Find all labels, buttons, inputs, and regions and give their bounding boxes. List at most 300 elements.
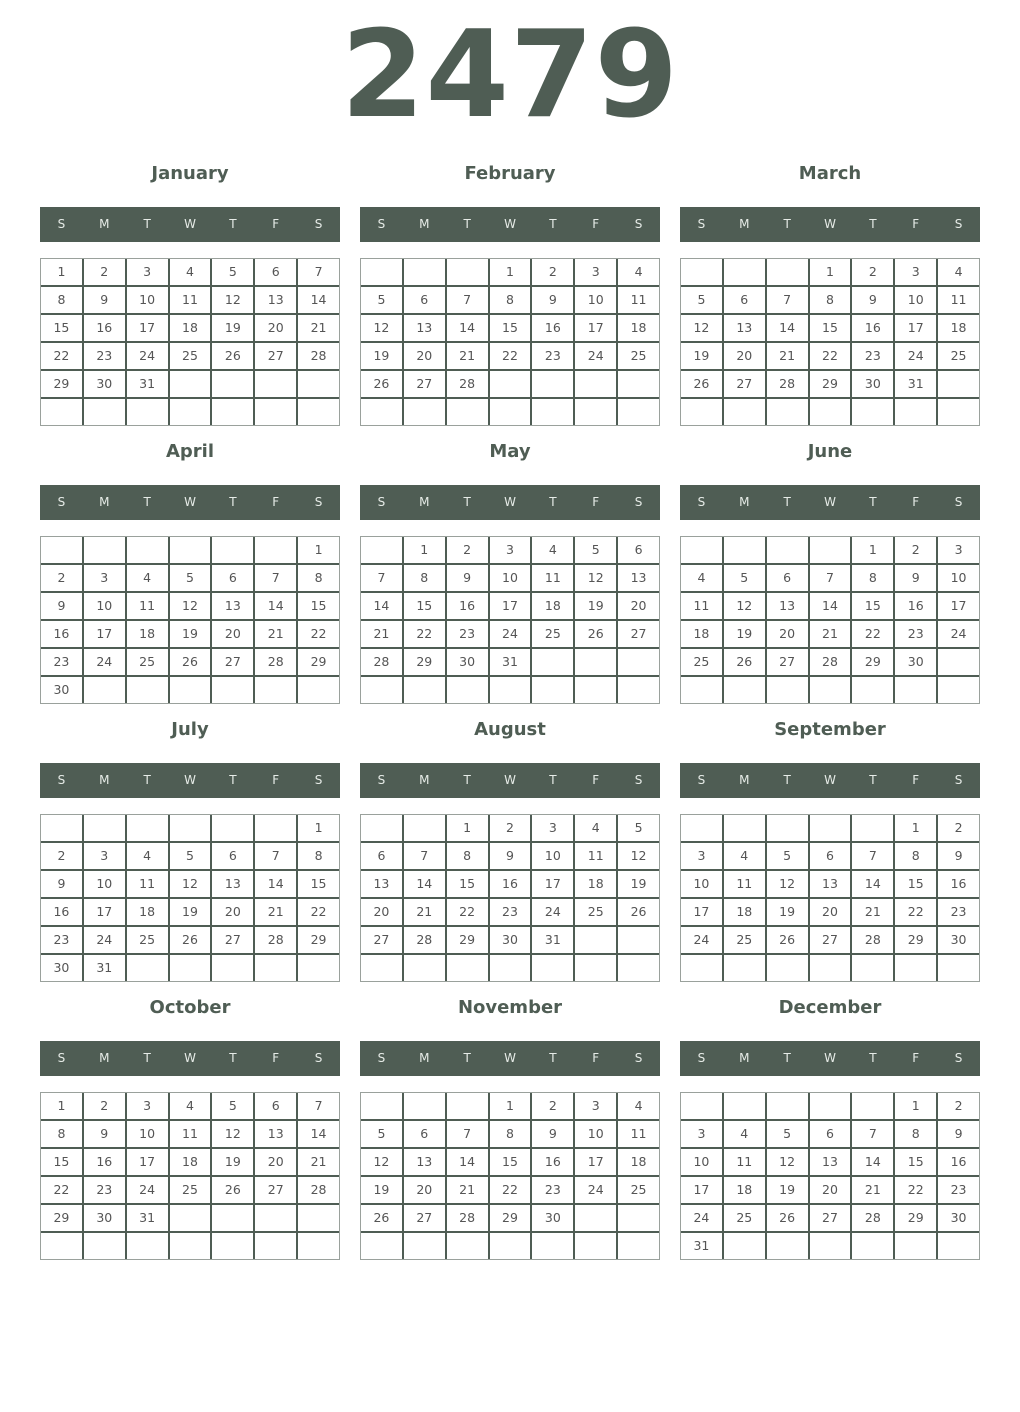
- day-cell: 5: [681, 287, 722, 313]
- day-cell: 6: [810, 843, 851, 869]
- month-title: May: [489, 441, 531, 462]
- weekday-label: F: [912, 773, 920, 787]
- day-cell: 30: [852, 371, 893, 397]
- day-cell: 7: [447, 1121, 488, 1147]
- day-cell: 23: [84, 1177, 125, 1203]
- day-cell: 10: [575, 287, 616, 313]
- day-cell: 25: [724, 1205, 765, 1231]
- weekday-label: S: [377, 1051, 386, 1065]
- day-cell: 3: [575, 1093, 616, 1119]
- day-cell: 9: [532, 287, 573, 313]
- day-cell: 21: [298, 1149, 339, 1175]
- day-cell: [255, 815, 296, 841]
- day-cell: [170, 1233, 211, 1259]
- weekday-header: [360, 207, 660, 242]
- weekday-header: [680, 207, 980, 242]
- day-cell: [767, 1093, 808, 1119]
- weekday-label: T: [143, 217, 151, 231]
- weekday-label: W: [504, 773, 516, 787]
- day-cell: 19: [767, 1177, 808, 1203]
- day-cell: 4: [724, 1121, 765, 1147]
- weekday-label: M: [419, 773, 430, 787]
- day-cell: [618, 1233, 659, 1259]
- day-cell: [618, 371, 659, 397]
- month-title: September: [774, 719, 886, 740]
- day-cell: 22: [447, 899, 488, 925]
- month-title: November: [457, 997, 563, 1018]
- day-cell: 11: [170, 287, 211, 313]
- day-cell: 19: [618, 871, 659, 897]
- day-cell: [212, 1233, 253, 1259]
- day-cell: 8: [490, 1121, 531, 1147]
- day-cell: 3: [938, 537, 979, 563]
- day-cell: 13: [212, 593, 253, 619]
- day-cell: 26: [724, 649, 765, 675]
- weekday-label: S: [634, 495, 643, 509]
- weekday-label: W: [184, 495, 196, 509]
- day-cell: 16: [852, 315, 893, 341]
- day-cell: 22: [490, 343, 531, 369]
- day-grid: [40, 814, 340, 982]
- day-cell: [447, 259, 488, 285]
- day-cell: [938, 677, 979, 703]
- day-cell: 5: [361, 287, 402, 313]
- day-cell: 17: [490, 593, 531, 619]
- day-cell: [404, 955, 445, 981]
- day-cell: [938, 371, 979, 397]
- day-cell: 28: [255, 649, 296, 675]
- day-cell: [532, 1233, 573, 1259]
- day-cell: [895, 1233, 936, 1259]
- day-cell: 27: [404, 371, 445, 397]
- day-cell: [767, 537, 808, 563]
- weekday-label: S: [697, 217, 706, 231]
- day-cell: [447, 1093, 488, 1119]
- day-cell: 4: [127, 565, 168, 591]
- day-cell: 25: [618, 1177, 659, 1203]
- day-cell: [490, 371, 531, 397]
- day-cell: [170, 537, 211, 563]
- day-cell: [618, 927, 659, 953]
- day-cell: [447, 677, 488, 703]
- day-cell: 15: [490, 315, 531, 341]
- day-cell: 17: [938, 593, 979, 619]
- weekday-label: T: [549, 1051, 557, 1065]
- month-october: [40, 984, 340, 1262]
- day-cell: 21: [810, 621, 851, 647]
- day-cell: 30: [84, 371, 125, 397]
- day-cell: 7: [852, 1121, 893, 1147]
- day-cell: 20: [212, 899, 253, 925]
- day-cell: [255, 1233, 296, 1259]
- day-cell: [404, 1233, 445, 1259]
- day-cell: [681, 677, 722, 703]
- day-cell: 29: [404, 649, 445, 675]
- day-cell: 23: [532, 1177, 573, 1203]
- weekday-header: [680, 1041, 980, 1076]
- day-cell: [361, 677, 402, 703]
- day-cell: 12: [170, 871, 211, 897]
- month-december: [680, 984, 980, 1262]
- weekday-label: M: [99, 1051, 110, 1065]
- day-cell: [681, 399, 722, 425]
- weekday-label: F: [912, 1051, 920, 1065]
- weekday-label: T: [229, 773, 237, 787]
- day-cell: 26: [361, 1205, 402, 1231]
- day-cell: 15: [895, 871, 936, 897]
- day-cell: 7: [298, 1093, 339, 1119]
- day-cell: [361, 1093, 402, 1119]
- day-cell: 28: [255, 927, 296, 953]
- day-cell: 20: [724, 343, 765, 369]
- day-cell: 25: [575, 899, 616, 925]
- day-cell: 22: [490, 1177, 531, 1203]
- day-cell: 2: [447, 537, 488, 563]
- day-cell: [681, 1093, 722, 1119]
- day-cell: [724, 815, 765, 841]
- day-cell: 16: [938, 1149, 979, 1175]
- day-cell: 1: [490, 1093, 531, 1119]
- weekday-label: T: [463, 1051, 471, 1065]
- day-cell: 24: [84, 649, 125, 675]
- day-cell: [532, 399, 573, 425]
- day-cell: 29: [895, 1205, 936, 1231]
- weekday-label: T: [783, 1051, 791, 1065]
- day-cell: [532, 371, 573, 397]
- day-grid: [680, 536, 980, 704]
- day-cell: 7: [298, 259, 339, 285]
- day-cell: 7: [852, 843, 893, 869]
- day-cell: 27: [404, 1205, 445, 1231]
- weekday-label: S: [377, 773, 386, 787]
- day-cell: 5: [170, 565, 211, 591]
- day-cell: 8: [298, 843, 339, 869]
- weekday-header: [680, 763, 980, 798]
- day-cell: [404, 399, 445, 425]
- day-cell: [575, 371, 616, 397]
- weekday-label: T: [229, 495, 237, 509]
- day-cell: 10: [84, 593, 125, 619]
- day-cell: 20: [618, 593, 659, 619]
- day-cell: 29: [895, 927, 936, 953]
- day-cell: 9: [852, 287, 893, 313]
- day-cell: 10: [681, 1149, 722, 1175]
- day-cell: 28: [298, 343, 339, 369]
- day-cell: 4: [618, 259, 659, 285]
- day-cell: [298, 399, 339, 425]
- day-cell: 13: [255, 1121, 296, 1147]
- day-cell: 23: [532, 343, 573, 369]
- day-cell: 21: [852, 899, 893, 925]
- day-cell: 11: [618, 287, 659, 313]
- weekday-label: S: [57, 1051, 66, 1065]
- day-cell: [532, 677, 573, 703]
- day-cell: 15: [852, 593, 893, 619]
- month-july: [40, 706, 340, 984]
- month-june: [680, 428, 980, 706]
- day-cell: [532, 649, 573, 675]
- day-cell: 27: [255, 1177, 296, 1203]
- day-cell: [810, 1093, 851, 1119]
- day-cell: 1: [41, 259, 82, 285]
- day-cell: 8: [41, 287, 82, 313]
- day-cell: 30: [447, 649, 488, 675]
- day-cell: 21: [404, 899, 445, 925]
- weekday-label: T: [869, 773, 877, 787]
- day-cell: 30: [895, 649, 936, 675]
- day-cell: [127, 815, 168, 841]
- day-cell: 26: [767, 927, 808, 953]
- day-cell: [361, 815, 402, 841]
- day-cell: [255, 399, 296, 425]
- day-cell: 19: [212, 315, 253, 341]
- weekday-label: S: [954, 495, 963, 509]
- weekday-label: S: [57, 217, 66, 231]
- day-cell: [127, 1233, 168, 1259]
- day-cell: 16: [84, 1149, 125, 1175]
- weekday-label: S: [314, 217, 323, 231]
- day-cell: [490, 1233, 531, 1259]
- day-cell: [767, 1233, 808, 1259]
- day-cell: 8: [810, 287, 851, 313]
- day-cell: [41, 399, 82, 425]
- day-cell: 1: [895, 815, 936, 841]
- day-cell: 5: [767, 1121, 808, 1147]
- day-grid: [360, 536, 660, 704]
- day-cell: 12: [212, 287, 253, 313]
- day-cell: 13: [404, 315, 445, 341]
- weekday-label: M: [99, 217, 110, 231]
- day-cell: 18: [681, 621, 722, 647]
- day-cell: 30: [41, 955, 82, 981]
- day-cell: 18: [127, 899, 168, 925]
- day-cell: 1: [895, 1093, 936, 1119]
- day-cell: 22: [298, 621, 339, 647]
- day-cell: 11: [532, 565, 573, 591]
- day-cell: 29: [298, 927, 339, 953]
- day-cell: 21: [298, 315, 339, 341]
- day-cell: [298, 371, 339, 397]
- day-cell: 11: [127, 871, 168, 897]
- day-cell: 31: [127, 371, 168, 397]
- day-cell: 27: [810, 927, 851, 953]
- day-grid: [360, 1092, 660, 1260]
- day-cell: 28: [298, 1177, 339, 1203]
- day-cell: 12: [767, 1149, 808, 1175]
- day-cell: 19: [170, 899, 211, 925]
- day-cell: 28: [361, 649, 402, 675]
- day-cell: 7: [810, 565, 851, 591]
- day-cell: [298, 955, 339, 981]
- day-cell: [404, 259, 445, 285]
- day-cell: 23: [41, 927, 82, 953]
- day-cell: [41, 537, 82, 563]
- day-cell: 31: [84, 955, 125, 981]
- weekday-label: F: [912, 495, 920, 509]
- day-cell: [938, 955, 979, 981]
- day-cell: 31: [490, 649, 531, 675]
- weekday-label: W: [504, 1051, 516, 1065]
- day-cell: 27: [618, 621, 659, 647]
- day-cell: 2: [84, 1093, 125, 1119]
- day-cell: 26: [618, 899, 659, 925]
- day-cell: [447, 399, 488, 425]
- day-cell: 4: [127, 843, 168, 869]
- day-cell: 23: [938, 899, 979, 925]
- day-cell: 30: [84, 1205, 125, 1231]
- weekday-label: W: [184, 1051, 196, 1065]
- day-cell: 26: [170, 927, 211, 953]
- month-title: March: [798, 163, 862, 184]
- weekday-label: W: [184, 773, 196, 787]
- day-cell: 6: [255, 1093, 296, 1119]
- day-cell: [575, 677, 616, 703]
- day-cell: 5: [767, 843, 808, 869]
- day-cell: 14: [447, 1149, 488, 1175]
- day-cell: 20: [361, 899, 402, 925]
- day-cell: 14: [255, 593, 296, 619]
- day-cell: 23: [84, 343, 125, 369]
- day-cell: 14: [361, 593, 402, 619]
- day-cell: 12: [681, 315, 722, 341]
- weekday-label: M: [739, 495, 750, 509]
- day-cell: 15: [41, 315, 82, 341]
- weekday-label: T: [143, 1051, 151, 1065]
- day-cell: 11: [938, 287, 979, 313]
- day-cell: [938, 1233, 979, 1259]
- day-cell: 8: [895, 1121, 936, 1147]
- day-cell: 16: [41, 621, 82, 647]
- day-cell: 24: [681, 1205, 722, 1231]
- day-cell: 27: [767, 649, 808, 675]
- day-cell: 9: [490, 843, 531, 869]
- day-cell: [170, 815, 211, 841]
- day-cell: [255, 537, 296, 563]
- day-cell: 29: [810, 371, 851, 397]
- day-cell: 23: [852, 343, 893, 369]
- day-cell: 5: [170, 843, 211, 869]
- day-cell: [767, 259, 808, 285]
- day-cell: [852, 1093, 893, 1119]
- day-cell: 4: [681, 565, 722, 591]
- weekday-header: [360, 1041, 660, 1076]
- day-cell: 22: [298, 899, 339, 925]
- day-cell: 3: [127, 259, 168, 285]
- day-cell: 24: [938, 621, 979, 647]
- day-cell: 15: [447, 871, 488, 897]
- weekday-label: F: [272, 773, 280, 787]
- day-cell: [724, 677, 765, 703]
- day-cell: [212, 677, 253, 703]
- day-cell: 2: [490, 815, 531, 841]
- day-cell: 27: [724, 371, 765, 397]
- day-cell: [84, 399, 125, 425]
- weekday-label: M: [419, 217, 430, 231]
- day-cell: 13: [618, 565, 659, 591]
- day-cell: 12: [170, 593, 211, 619]
- day-cell: [170, 399, 211, 425]
- day-cell: 25: [532, 621, 573, 647]
- day-cell: 10: [938, 565, 979, 591]
- day-cell: 10: [532, 843, 573, 869]
- day-cell: 23: [41, 649, 82, 675]
- day-cell: [810, 1233, 851, 1259]
- day-cell: 14: [298, 287, 339, 313]
- day-cell: 15: [895, 1149, 936, 1175]
- day-cell: 23: [447, 621, 488, 647]
- day-cell: [255, 955, 296, 981]
- day-cell: [212, 955, 253, 981]
- day-cell: 7: [404, 843, 445, 869]
- day-cell: 13: [810, 1149, 851, 1175]
- day-cell: 1: [298, 815, 339, 841]
- day-cell: 15: [404, 593, 445, 619]
- day-cell: 17: [895, 315, 936, 341]
- day-cell: 6: [724, 287, 765, 313]
- day-cell: [575, 399, 616, 425]
- day-cell: 22: [41, 1177, 82, 1203]
- day-cell: 16: [84, 315, 125, 341]
- day-cell: 11: [724, 1149, 765, 1175]
- day-cell: [575, 1205, 616, 1231]
- day-cell: 15: [298, 593, 339, 619]
- day-cell: 10: [575, 1121, 616, 1147]
- day-cell: 19: [212, 1149, 253, 1175]
- weekday-header: [40, 207, 340, 242]
- day-cell: 12: [618, 843, 659, 869]
- day-cell: 7: [255, 843, 296, 869]
- day-cell: 25: [127, 649, 168, 675]
- day-cell: 28: [810, 649, 851, 675]
- day-cell: 6: [255, 259, 296, 285]
- day-cell: 5: [212, 1093, 253, 1119]
- weekday-label: T: [783, 773, 791, 787]
- day-cell: 20: [810, 1177, 851, 1203]
- day-cell: 13: [212, 871, 253, 897]
- day-cell: [618, 1205, 659, 1231]
- day-cell: 5: [361, 1121, 402, 1147]
- month-title: April: [165, 441, 215, 462]
- day-cell: 12: [767, 871, 808, 897]
- day-cell: 6: [767, 565, 808, 591]
- day-cell: 4: [170, 259, 211, 285]
- day-cell: 8: [895, 843, 936, 869]
- day-cell: 19: [681, 343, 722, 369]
- month-title: February: [464, 163, 556, 184]
- month-april: [40, 428, 340, 706]
- day-cell: 4: [724, 843, 765, 869]
- year-title: 2479: [341, 6, 679, 145]
- day-cell: 28: [767, 371, 808, 397]
- day-cell: [767, 399, 808, 425]
- day-cell: 20: [810, 899, 851, 925]
- day-cell: 14: [404, 871, 445, 897]
- day-cell: 17: [84, 621, 125, 647]
- weekday-header: [40, 1041, 340, 1076]
- day-cell: 18: [724, 899, 765, 925]
- month-march: [680, 150, 980, 428]
- day-cell: [298, 677, 339, 703]
- weekday-label: F: [272, 495, 280, 509]
- day-cell: 13: [724, 315, 765, 341]
- day-cell: 4: [618, 1093, 659, 1119]
- weekday-label: S: [634, 217, 643, 231]
- weekday-label: M: [739, 1051, 750, 1065]
- day-cell: [41, 815, 82, 841]
- day-cell: [127, 677, 168, 703]
- day-cell: 17: [84, 899, 125, 925]
- day-cell: 10: [490, 565, 531, 591]
